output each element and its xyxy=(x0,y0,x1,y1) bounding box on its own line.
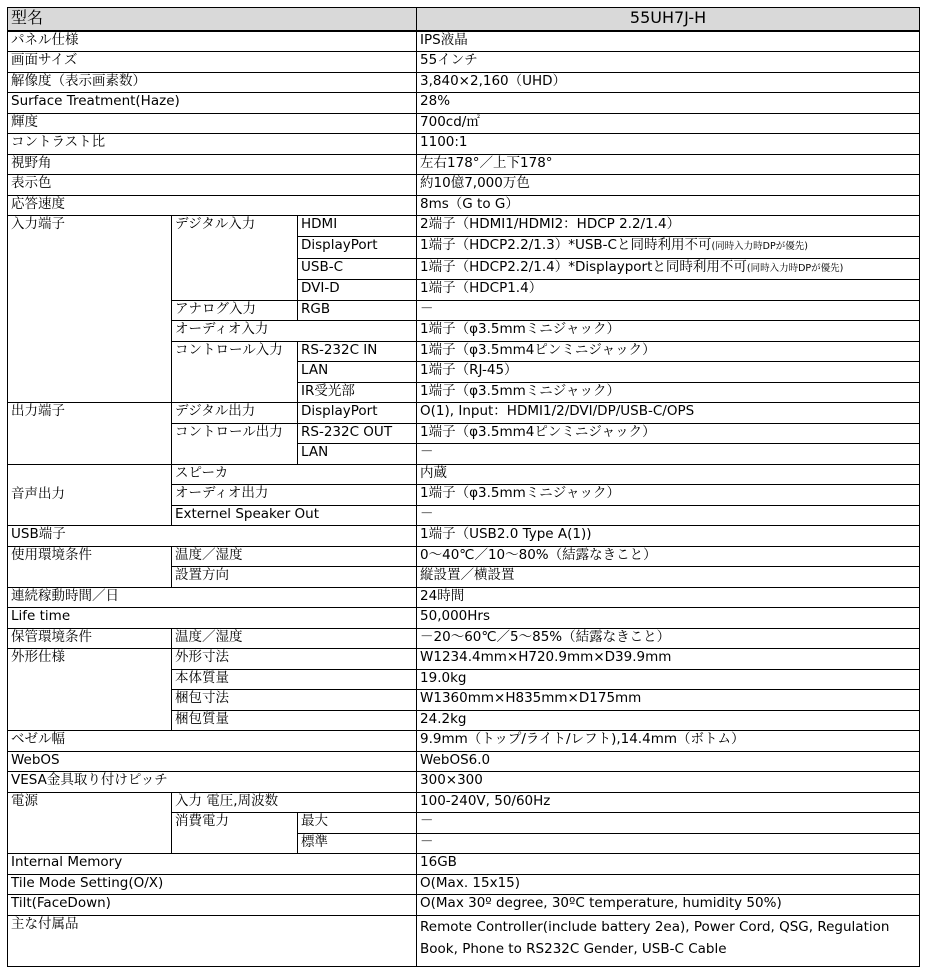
lifetime-value: 50,000Hrs xyxy=(417,608,920,629)
rs232c-in-value: 1端子（φ3.5mm4ピンミニジャック） xyxy=(417,341,920,362)
rgb-label: RGB xyxy=(298,300,417,321)
lan-out-value: － xyxy=(417,444,920,465)
lan-in-value: 1端子（RJ-45） xyxy=(417,362,920,383)
colors-label: 表示色 xyxy=(8,175,417,196)
table-row xyxy=(8,93,920,114)
digital-output-label: デジタル出力 xyxy=(172,403,298,424)
package-size-label: 梱包寸法 xyxy=(172,690,417,711)
screen-size-value: 55インチ xyxy=(417,52,920,73)
dp-input-label: DisplayPort xyxy=(298,236,417,258)
dp-input-note: (同時入力時DPが優先) xyxy=(711,240,808,252)
lan-in-label: LAN xyxy=(298,362,417,383)
power-input-value: 100-240V, 50/60Hz xyxy=(417,792,920,813)
outer-size-value: W1234.4mm×H720.9mm×D39.9mm xyxy=(417,649,920,670)
response-value: 8ms（G to G） xyxy=(417,195,920,216)
dvi-value: 1端子（HDCP1.4） xyxy=(417,280,920,301)
rs232c-out-value: 1端子（φ3.5mm4ピンミニジャック） xyxy=(417,423,920,444)
weight-value: 19.0kg xyxy=(417,669,920,690)
digital-input-label: デジタル入力 xyxy=(172,216,298,300)
accessories-label: 主な付属品 xyxy=(8,915,417,966)
storage-label: 保管環境条件 xyxy=(8,628,172,649)
rs232c-in-label: RS-232C IN xyxy=(298,341,417,362)
consumption-max-value: － xyxy=(417,813,920,834)
rs232c-out-label: RS-232C OUT xyxy=(298,423,417,444)
table-row xyxy=(8,751,920,772)
memory-label: Internal Memory xyxy=(8,854,417,875)
audio-input-label: オーディオ入力 xyxy=(172,321,417,342)
table-row xyxy=(8,874,920,895)
output-label: 出力端子 xyxy=(8,403,172,465)
surface-label: Surface Treatment(Haze) xyxy=(8,93,417,114)
usbc-value xyxy=(417,258,920,280)
dp-input-main: 1端子（HDCP2.2/1.3）*USB-Cと同時利用不可 xyxy=(420,236,712,253)
weight-label: 本体質量 xyxy=(172,669,417,690)
external-speaker-label: Externel Speaker Out xyxy=(172,505,417,526)
colors-value: 約10億7,000万色 xyxy=(417,175,920,196)
tile-value: O(Max. 15x15) xyxy=(417,874,920,895)
consumption-label: 消費電力 xyxy=(172,813,298,854)
table-row xyxy=(8,464,920,485)
dp-output-value: O(1), Input：HDMI1/2/DVI/DP/USB-C/OPS xyxy=(417,403,920,424)
table-row xyxy=(8,587,920,608)
table-row xyxy=(8,649,920,670)
tile-label: Tile Mode Setting(O/X) xyxy=(8,874,417,895)
memory-value: 16GB xyxy=(417,854,920,875)
table-row xyxy=(8,72,920,93)
resolution-value: 3,840×2,160（UHD） xyxy=(417,72,920,93)
header-row xyxy=(8,8,920,31)
brightness-value: 700cd/㎡ xyxy=(417,113,920,134)
panel-value: IPS液晶 xyxy=(417,31,920,52)
contrast-value: 1100:1 xyxy=(417,134,920,155)
bezel-value: 9.9mm（トップ/ライト/レフト),14.4mm（ボトム） xyxy=(417,731,920,752)
usbc-main: 1端子（HDCP2.2/1.4）*Displayportと同時利用不可 xyxy=(420,258,747,275)
power-input-label: 入力 電圧,周波数 xyxy=(172,792,417,813)
surface-value: 28% xyxy=(417,93,920,114)
package-weight-label: 梱包質量 xyxy=(172,710,417,731)
speaker-label: スピーカ xyxy=(172,464,417,485)
webos-label: WebOS xyxy=(8,751,417,772)
speaker-value: 内蔵 xyxy=(417,464,920,485)
table-row xyxy=(8,792,920,813)
table-row xyxy=(8,134,920,155)
dvi-label: DVI-D xyxy=(298,280,417,301)
storage-temp-value: －20～60℃／5～85%（結露なきこと） xyxy=(417,628,920,649)
orientation-label: 設置方向 xyxy=(172,567,417,588)
env-temp-value: 0～40℃／10～80%（結露なきこと） xyxy=(417,546,920,567)
hdmi-label: HDMI xyxy=(298,216,417,237)
table-row xyxy=(8,113,920,134)
table-row xyxy=(8,546,920,567)
table-row xyxy=(8,195,920,216)
webos-value: WebOS6.0 xyxy=(417,751,920,772)
dp-output-label: DisplayPort xyxy=(298,403,417,424)
audio-input-value: 1端子（φ3.5mmミニジャック） xyxy=(417,321,920,342)
table-row xyxy=(8,526,920,547)
table-row xyxy=(8,216,920,237)
analog-input-label: アナログ入力 xyxy=(172,300,298,321)
tilt-value: O(Max 30º degree, 30ºC temperature, humidity 50%) xyxy=(417,895,920,916)
panel-label: パネル仕様 xyxy=(8,31,417,52)
ir-value: 1端子（φ3.5mmミニジャック） xyxy=(417,382,920,403)
table-row xyxy=(8,854,920,875)
rgb-value: － xyxy=(417,300,920,321)
env-temp-label: 温度／湿度 xyxy=(172,546,417,567)
consumption-std-label: 標準 xyxy=(298,833,417,854)
usbc-label: USB-C xyxy=(298,258,417,280)
audio-output-label: 音声出力 xyxy=(8,464,172,526)
dimensions-label: 外形仕様 xyxy=(8,649,172,731)
dp-input-value xyxy=(417,236,920,258)
audio-output-value: 1端子（φ3.5mmミニジャック） xyxy=(417,485,920,506)
input-label: 入力端子 xyxy=(8,216,172,403)
brightness-label: 輝度 xyxy=(8,113,417,134)
header-label: 型名 xyxy=(8,8,417,31)
viewing-angle-value: 左右178°／上下178° xyxy=(417,154,920,175)
control-input-label: コントロール入力 xyxy=(172,341,298,403)
resolution-label: 解像度（表示画素数） xyxy=(8,72,417,93)
control-output-label: コントロール出力 xyxy=(172,423,298,464)
hdmi-value: 2端子（HDMI1/HDMI2：HDCP 2.2/1.4） xyxy=(417,216,920,237)
table-row xyxy=(8,628,920,649)
continuous-value: 24時間 xyxy=(417,587,920,608)
usb-value: 1端子（USB2.0 Type A(1)) xyxy=(417,526,920,547)
table-row xyxy=(8,915,920,966)
model-name: 55UH7J-H xyxy=(417,8,920,31)
table-row xyxy=(8,403,920,424)
package-size-value: W1360mm×H835mm×D175mm xyxy=(417,690,920,711)
lan-out-label: LAN xyxy=(298,444,417,465)
consumption-std-value: － xyxy=(417,833,920,854)
package-weight-value: 24.2kg xyxy=(417,710,920,731)
ir-label: IR受光部 xyxy=(298,382,417,403)
continuous-label: 連続稼動時間／日 xyxy=(8,587,417,608)
table-row xyxy=(8,608,920,629)
bezel-label: ベゼル幅 xyxy=(8,731,417,752)
usbc-note: (同時入力時DPが優先) xyxy=(746,262,844,274)
vesa-label: VESA金具取り付けピッチ xyxy=(8,772,417,793)
orientation-value: 縦設置／横設置 xyxy=(417,567,920,588)
vesa-value: 300×300 xyxy=(417,772,920,793)
accessories-value: Remote Controller(include battery 2ea), Power Cord, QSG, Regulation Book, Phone to RS232C Gender, USB-C Cable xyxy=(417,915,920,966)
table-row xyxy=(8,772,920,793)
response-label: 応答速度 xyxy=(8,195,417,216)
external-speaker-value: － xyxy=(417,505,920,526)
storage-temp-label: 温度／湿度 xyxy=(172,628,417,649)
screen-size-label: 画面サイズ xyxy=(8,52,417,73)
lifetime-label: Life time xyxy=(8,608,417,629)
table-row xyxy=(8,154,920,175)
table-row xyxy=(8,731,920,752)
audio-output-sub-label: オーディオ出力 xyxy=(172,485,417,506)
table-row xyxy=(8,895,920,916)
table-row xyxy=(8,52,920,73)
power-label: 電源 xyxy=(8,792,172,854)
outer-size-label: 外形寸法 xyxy=(172,649,417,670)
usb-label: USB端子 xyxy=(8,526,417,547)
consumption-max-label: 最大 xyxy=(298,813,417,834)
table-row xyxy=(8,175,920,196)
tilt-label: Tilt(FaceDown) xyxy=(8,895,417,916)
env-label: 使用環境条件 xyxy=(8,546,172,587)
table-row xyxy=(8,31,920,52)
viewing-angle-label: 視野角 xyxy=(8,154,417,175)
spec-table xyxy=(7,7,920,967)
contrast-label: コントラスト比 xyxy=(8,134,417,155)
